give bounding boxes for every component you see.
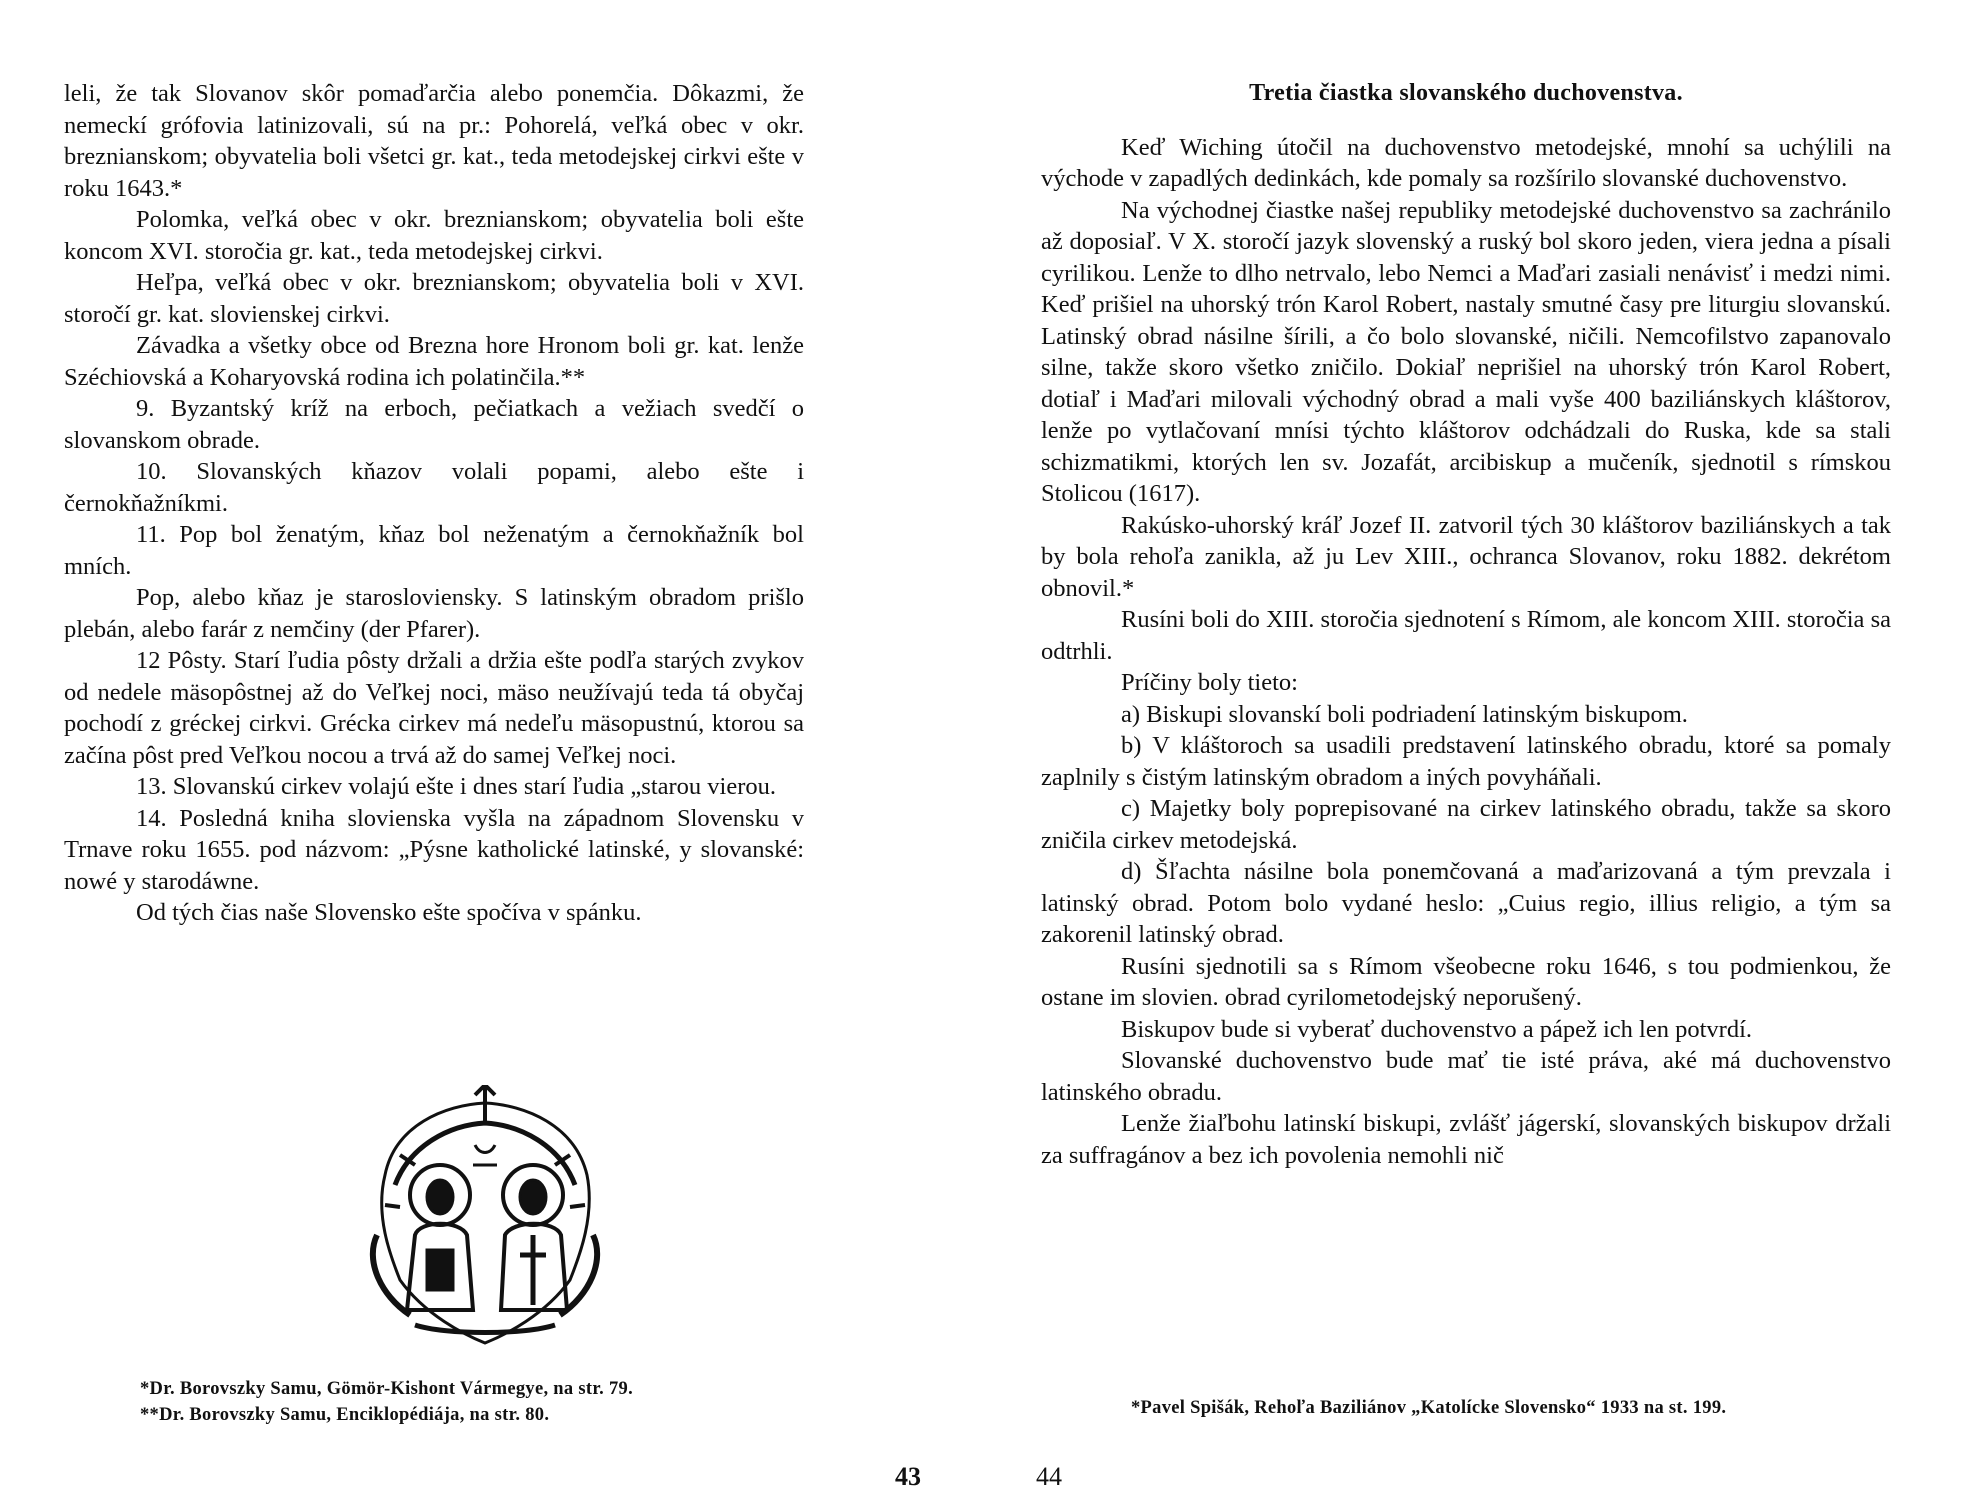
- left-page-text-column: [64, 78, 804, 929]
- right-paragraph-6: a) Biskupi slovanskí boli podriadení latinským biskupom.: [1121, 700, 1688, 728]
- right-paragraph-11: Biskupov bude si vyberať duchovenstvo a pápež ich len potvrdí.: [1121, 1015, 1752, 1043]
- left-paragraph-10: 13. Slovanskú cirkev volajú ešte i dnes starí ľudia „starou vierou.: [136, 773, 777, 800]
- right-footnote-1: *Pavel Spišák, Rehoľa Baziliánov „Katolícke Slovensko“ 1933 na st. 199.: [1131, 1398, 1727, 1418]
- right-page-heading: Tretia čiastka slovanského duchovenstva.: [1249, 80, 1683, 106]
- right-paragraph-7: b) V kláštoroch sa usadili predstavení latinského obradu, ktoré sa pomaly zaplnily s čistým latinským obradom a iných povyháňali.: [1041, 732, 1891, 791]
- right-paragraph-8: c) Majetky boly poprepisované na cirkev latinského obradu, takže sa skoro zničila cirkev metodejská.: [1041, 795, 1891, 854]
- right-paragraph-5: Príčiny boly tieto:: [1121, 669, 1298, 696]
- left-paragraph-5: 9. Byzantský kríž na erboch, pečiatkach a vežiach svedčí o slovanskom obrade.: [64, 395, 804, 454]
- right-paragraph-12: Slovanské duchovenstvo bude mať tie isté práva, aké má duchovenstvo latinského obradu.: [1041, 1047, 1891, 1106]
- right-page-number: 44: [1036, 1462, 1062, 1491]
- left-paragraph-9: 12 Pôsty. Starí ľudia pôsty držali a držia ešte podľa starých zvykov od nedele mäsopôstnej až do Veľkej noci, mäso neužívajú teda tá obyčaj pochodí z gréckej cirkvi. Grécka cirkev má nedeľu mäsopustnú, ktorou sa začína pôst pred Veľkou nocou a trvá až do samej Veľkej noci.: [64, 647, 804, 769]
- left-footnote-1: *Dr. Borovszky Samu, Gömör-Kishont Vármegye, na str. 79.: [140, 1379, 634, 1399]
- left-paragraph-12: Od tých čias naše Slovensko ešte spočíva v spánku.: [136, 899, 642, 926]
- right-paragraph-10: Rusíni sjednotili sa s Rímom všeobecne roku 1646, s tou podmienkou, že ostane im slovien. obrad cyrilometodejský neporušený.: [1041, 952, 1891, 1011]
- right-paragraph-9: d) Šľachta násilne bola ponemčovaná a maďarizovaná a tým prevzala i latinský obrad. Potom bolo vydané heslo: „Cuius regio, illius religio, a tým sa zakorenil latinský obrad.: [1041, 858, 1891, 948]
- right-paragraph-3: Rakúsko-uhorský kráľ Jozef II. zatvoril tých 30 kláštorov baziliánskych a tak by bola rehoľa zanikla, až ju Lev XIII., ochranca Slovanov, roku 1882. dekrétom obnovil.*: [1041, 511, 1891, 602]
- left-page-number: 43: [895, 1462, 921, 1491]
- left-paragraph-11: 14. Posledná kniha slovienska vyšla na západnom Slovensku v Trnave roku 1655. pod názvom: „Pýsne katholické latinské, y slovanské: nowé y starodáwne.: [64, 804, 804, 895]
- left-paragraph-7: 11. Pop bol ženatým, kňaz bol neženatým a černokňažník bol mních.: [64, 521, 804, 580]
- left-paragraph-8: Pop, alebo kňaz je starosloviensky. S latinským obradom prišlo plebán, alebo farár z nemčiny (der Pfarer).: [64, 584, 804, 643]
- left-paragraph-3: Heľpa, veľká obec v okr. breznianskom; obyvatelia boli v XVI. storočí gr. kat. slovienskej cirkvi.: [64, 269, 804, 328]
- right-paragraph-4: Rusíni boli do XIII. storočia sjednotení s Rímom, ale koncom XIII. storočia sa odtrhli.: [1041, 606, 1891, 665]
- right-page: [981, 0, 1962, 1500]
- left-paragraph-4: Závadka a všetky obce od Brezna hore Hronom boli gr. kat. lenže Széchiovská a Koharyovská rodina ich polatinčila.**: [64, 332, 804, 391]
- left-footnotes: [140, 1376, 860, 1428]
- left-paragraph-1: leli, že tak Slovanov skôr pomaďarčia alebo ponemčia. Dôkazmi, že nemeckí grófovia latinizovali, sú na pr.: Pohorelá, veľká obec v okr. breznianskom; obyvatelia boli všetci gr. kat., teda metodejskej cirkvi ešte v roku 1643.*: [64, 80, 804, 202]
- saints-cyril-methodius-emblem: [355, 1085, 615, 1355]
- right-footnotes: [1131, 1395, 1911, 1421]
- right-paragraph-13: Lenže žiaľbohu latinskí biskupi, zvlášť jágerskí, slovanských biskupov držali za suffragánov a bez ich povolenia nemohli nič: [1041, 1110, 1891, 1169]
- right-paragraph-2: Na východnej čiastke našej republiky metodejské duchovenstvo sa zachránilo až doposiaľ. V X. storočí jazyk slovenský a ruský bol skoro jeden, viera jedna a písali cyrilikou. Lenže to dlho netrvalo, lebo Nemci a Maďari zasiali nenávisť i medzi nimi. Keď prišiel na uhorský trón Karol Robert, nastaly smutné časy pre liturgiu slovanskú. Latinský obrad násilne šírili, a čo bolo slovanské, ničili. Nemcofilstvo zapanovalo silne, takže skoro všetko zničilo. Dokiaľ neprišiel na uhorský trón Karol Robert, dotiaľ i Maďari milovali východný obrad a mali vyše 400 baziliánskych kláštorov, lenže po vytlačovaní mnísi týchto kláštorov odchádzali do Ruska, kde sa stali schizmatikmi, ktorých len sv. Jozafát, arcibiskup a mučeník, sjednotil s rímskou Stolicou (1617).: [1041, 196, 1891, 507]
- right-paragraph-1: Keď Wiching útočil na duchovenstvo metodejské, mnohí sa uchýlili na východe v zapadlých dedinkách, kde pomaly sa rozšírilo slovanské duchovenstvo.: [1041, 133, 1891, 192]
- left-paragraph-2: Polomka, veľká obec v okr. breznianskom; obyvatelia boli ešte koncom XVI. storočia gr. kat., teda metodejskej cirkvi.: [64, 206, 804, 265]
- left-paragraph-6: 10. Slovanských kňazov volali popami, alebo ešte i černokňažníkmi.: [64, 458, 804, 517]
- right-page-text-column: [1041, 78, 1891, 1171]
- left-footnote-2: **Dr. Borovszky Samu, Enciklopédiája, na str. 80.: [140, 1405, 550, 1425]
